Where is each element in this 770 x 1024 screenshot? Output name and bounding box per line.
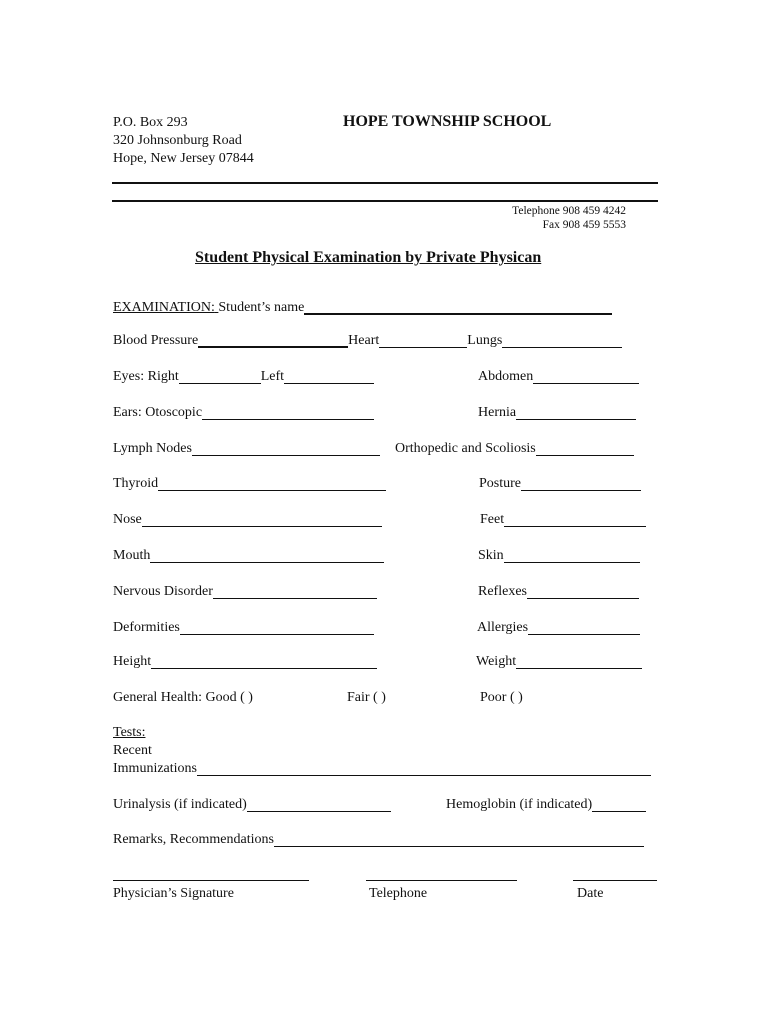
- tests-label: Tests:: [113, 725, 146, 740]
- orthopedic-label: Orthopedic and Scoliosis: [395, 441, 536, 456]
- telephone-number: Telephone 908 459 4242: [512, 205, 626, 217]
- address-line-1: P.O. Box 293: [113, 115, 188, 130]
- deformities-label: Deformities: [113, 620, 180, 635]
- date-signature-line[interactable]: [573, 880, 657, 881]
- posture-field[interactable]: [479, 475, 641, 493]
- abdomen-label: Abdomen: [478, 369, 534, 384]
- fax-number: Fax 908 459 5553: [542, 219, 626, 231]
- physician-signature-line[interactable]: [113, 880, 309, 881]
- posture-line[interactable]: [521, 476, 641, 491]
- weight-field[interactable]: [476, 653, 642, 671]
- mouth-label: Mouth: [113, 548, 151, 563]
- hemoglobin-line[interactable]: [592, 797, 646, 812]
- date-label: Date: [577, 886, 604, 901]
- remarks-field[interactable]: [113, 831, 644, 849]
- blood-pressure-line[interactable]: [198, 332, 348, 348]
- nose-line[interactable]: [142, 512, 382, 527]
- skin-field[interactable]: [478, 547, 640, 565]
- hemoglobin-label: Hemoglobin (if indicated): [446, 797, 593, 812]
- lymph-nodes-field[interactable]: [113, 440, 380, 458]
- hernia-field[interactable]: [478, 404, 636, 422]
- lungs-line[interactable]: [502, 333, 622, 348]
- reflexes-line[interactable]: [527, 584, 639, 599]
- heart-label: Heart: [348, 333, 380, 348]
- thyroid-field[interactable]: [113, 475, 386, 493]
- reflexes-label: Reflexes: [478, 584, 527, 599]
- posture-label: Posture: [479, 476, 521, 491]
- ears-line[interactable]: [202, 405, 374, 420]
- lymph-nodes-label: Lymph Nodes: [113, 441, 192, 456]
- nervous-disorder-field[interactable]: [113, 583, 377, 601]
- allergies-line[interactable]: [528, 620, 640, 635]
- lungs-label: Lungs: [467, 333, 503, 348]
- ears-field[interactable]: [113, 404, 374, 422]
- remarks-label: Remarks, Recommendations: [113, 832, 274, 847]
- general-health-poor[interactable]: Poor ( ): [480, 690, 523, 705]
- hernia-line[interactable]: [516, 405, 636, 420]
- header-rule-bottom: [112, 200, 658, 202]
- ears-label: Ears: Otoscopic: [113, 405, 203, 420]
- reflexes-field[interactable]: [478, 583, 639, 601]
- immunizations-field[interactable]: [113, 760, 651, 778]
- thyroid-label: Thyroid: [113, 476, 159, 491]
- student-name-field[interactable]: [113, 299, 612, 317]
- abdomen-line[interactable]: [533, 369, 639, 384]
- eyes-right-label: Eyes: Right: [113, 369, 179, 384]
- recent-label: Recent: [113, 743, 152, 758]
- eyes-left-label: Left: [260, 369, 285, 384]
- student-name-label: Student’s name: [218, 300, 305, 315]
- height-line[interactable]: [151, 654, 377, 669]
- nose-field[interactable]: [113, 511, 382, 529]
- urinalysis-label: Urinalysis (if indicated): [113, 797, 247, 812]
- mouth-line[interactable]: [150, 548, 384, 563]
- eyes-field[interactable]: [113, 368, 374, 386]
- orthopedic-field[interactable]: [395, 440, 634, 458]
- thyroid-line[interactable]: [158, 476, 386, 491]
- form-title: Student Physical Examination by Private Physican: [195, 249, 542, 266]
- allergies-label: Allergies: [477, 620, 529, 635]
- school-name: HOPE TOWNSHIP SCHOOL: [343, 113, 552, 130]
- heart-line[interactable]: [379, 333, 467, 348]
- physician-signature-label: Physician’s Signature: [113, 886, 234, 901]
- lymph-nodes-line[interactable]: [192, 441, 380, 456]
- weight-label: Weight: [476, 654, 517, 669]
- skin-label: Skin: [478, 548, 504, 563]
- eyes-right-line[interactable]: [179, 369, 261, 384]
- nervous-disorder-line[interactable]: [213, 584, 377, 599]
- eyes-left-line[interactable]: [284, 369, 374, 384]
- urinalysis-line[interactable]: [247, 797, 391, 812]
- telephone-signature-line[interactable]: [366, 880, 517, 881]
- feet-line[interactable]: [504, 512, 646, 527]
- skin-line[interactable]: [504, 548, 640, 563]
- nervous-disorder-label: Nervous Disorder: [113, 584, 213, 599]
- remarks-line[interactable]: [274, 832, 644, 847]
- immunizations-label: Immunizations: [113, 761, 197, 776]
- telephone-label: Telephone: [369, 886, 428, 901]
- address-line-2: 320 Johnsonburg Road: [113, 133, 242, 148]
- feet-field[interactable]: [480, 511, 646, 529]
- hemoglobin-field[interactable]: [446, 796, 646, 814]
- general-health-fair[interactable]: Fair ( ): [347, 690, 386, 705]
- immunizations-line[interactable]: [197, 761, 651, 776]
- address-line-3: Hope, New Jersey 07844: [113, 151, 254, 166]
- nose-label: Nose: [113, 512, 142, 527]
- deformities-field[interactable]: [113, 619, 374, 637]
- height-label: Height: [113, 654, 152, 669]
- blood-pressure-field[interactable]: [113, 332, 622, 350]
- weight-line[interactable]: [516, 654, 642, 669]
- deformities-line[interactable]: [180, 620, 374, 635]
- orthopedic-line[interactable]: [536, 441, 634, 456]
- general-health-good[interactable]: General Health: Good ( ): [113, 690, 253, 705]
- abdomen-field[interactable]: [478, 368, 639, 386]
- allergies-field[interactable]: [477, 619, 640, 637]
- hernia-label: Hernia: [478, 405, 517, 420]
- header-rule-top: [112, 182, 658, 184]
- urinalysis-field[interactable]: [113, 796, 391, 814]
- feet-label: Feet: [480, 512, 505, 527]
- blood-pressure-label: Blood Pressure: [113, 333, 199, 348]
- mouth-field[interactable]: [113, 547, 384, 565]
- student-name-line[interactable]: [304, 299, 612, 315]
- height-field[interactable]: [113, 653, 377, 671]
- examination-label: EXAMINATION:: [113, 300, 215, 315]
